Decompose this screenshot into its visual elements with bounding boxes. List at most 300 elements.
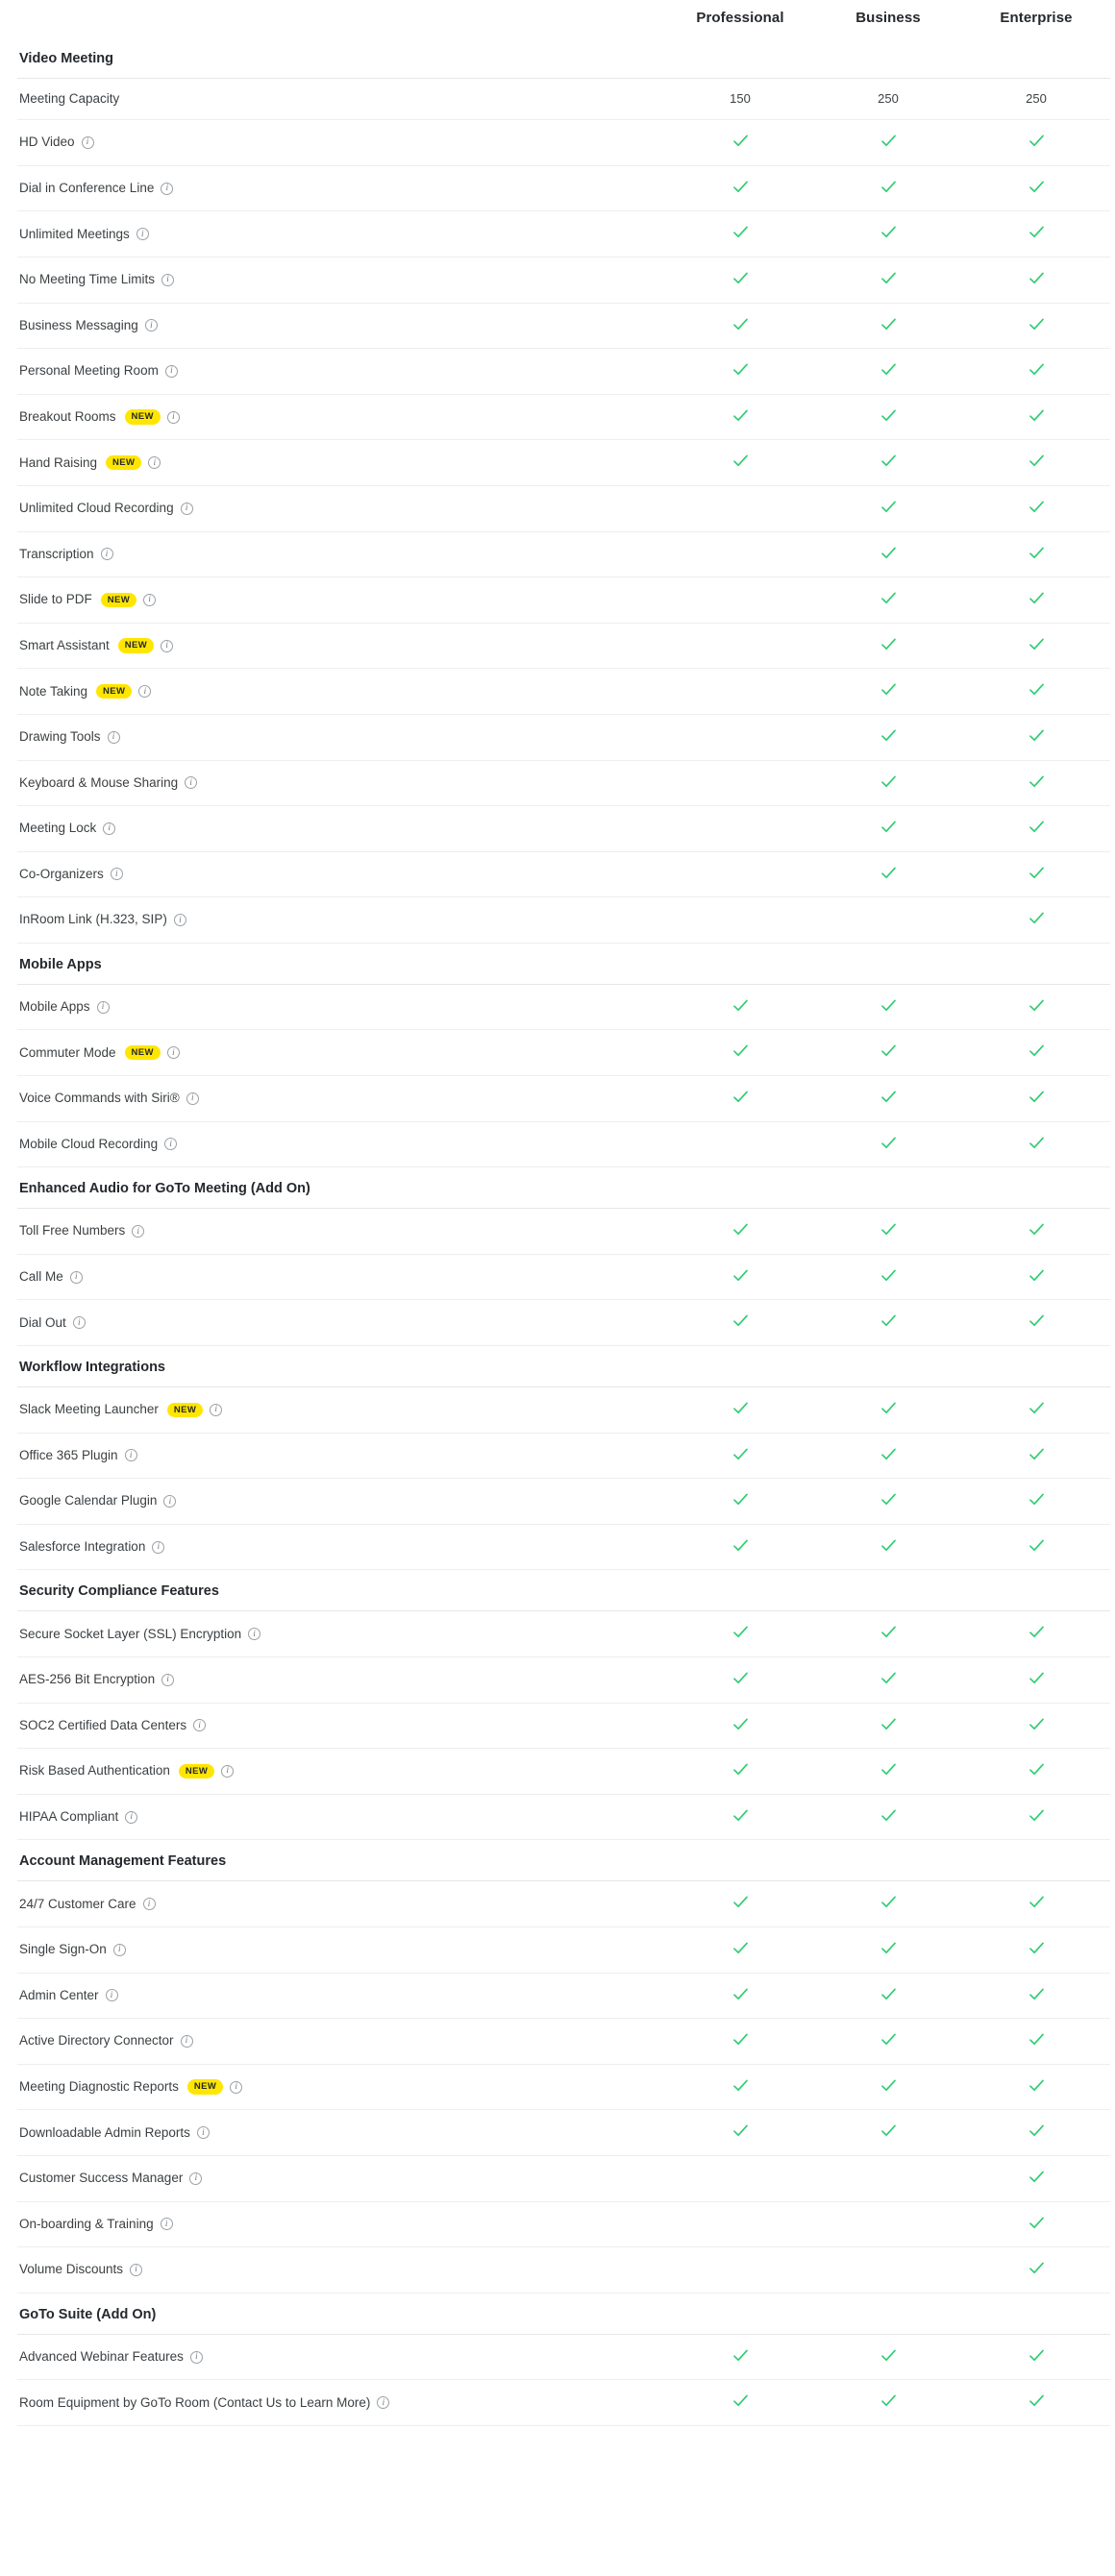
- check-icon: [1028, 819, 1045, 835]
- cell-enterprise: [962, 760, 1110, 806]
- check-icon: [880, 1670, 897, 1686]
- info-icon[interactable]: i: [152, 1541, 164, 1554]
- cell-enterprise: [962, 1254, 1110, 1300]
- check-icon: [880, 270, 897, 286]
- cell-business: [814, 714, 962, 760]
- check-icon: [1028, 590, 1045, 606]
- check-icon: [1028, 499, 1045, 515]
- feature-label-cell: [17, 2019, 666, 2065]
- info-icon[interactable]: i: [197, 2126, 210, 2139]
- info-icon[interactable]: i: [167, 411, 180, 424]
- info-icon[interactable]: i: [163, 1495, 176, 1508]
- info-icon[interactable]: i: [138, 685, 151, 698]
- feature-label-cell: [17, 897, 666, 944]
- feature-label-cell: [17, 623, 666, 669]
- feature-label: Room Equipment by GoTo Room (Contact Us to Learn More): [19, 2394, 371, 2410]
- check-icon: [732, 133, 749, 149]
- info-icon[interactable]: i: [161, 183, 173, 195]
- feature-label-cell: [17, 669, 666, 715]
- cell-enterprise: [962, 1433, 1110, 1479]
- cell-professional: [666, 1479, 814, 1525]
- cell-business: [814, 1611, 962, 1657]
- info-icon[interactable]: i: [82, 136, 94, 149]
- check-icon: [1028, 1135, 1045, 1151]
- info-icon[interactable]: i: [103, 822, 115, 835]
- feature-label: Google Calendar Plugin: [19, 1493, 158, 1509]
- info-icon[interactable]: i: [161, 640, 173, 652]
- table-row: [17, 623, 1110, 669]
- cell-business: [814, 211, 962, 258]
- section-title: Video Meeting: [17, 47, 1110, 79]
- check-icon: [732, 2347, 749, 2364]
- info-icon[interactable]: i: [210, 1404, 222, 1416]
- check-icon: [880, 681, 897, 698]
- info-icon[interactable]: i: [125, 1449, 137, 1461]
- table-row: [17, 1881, 1110, 1927]
- feature-label-cell: [17, 577, 666, 624]
- check-icon: [880, 636, 897, 652]
- check-icon: [1028, 1940, 1045, 1956]
- cell-business: [814, 120, 962, 166]
- info-icon[interactable]: i: [97, 1001, 110, 1014]
- cell-enterprise: [962, 165, 1110, 211]
- cell-enterprise: [962, 897, 1110, 944]
- feature-label: Downloadable Admin Reports: [19, 2124, 190, 2140]
- check-icon: [1028, 1894, 1045, 1910]
- feature-label: Office 365 Plugin: [19, 1447, 118, 1462]
- check-icon: [1028, 2215, 1045, 2231]
- info-icon[interactable]: i: [167, 1046, 180, 1059]
- feature-label: Meeting Lock: [19, 821, 97, 836]
- check-icon: [1028, 1446, 1045, 1462]
- check-icon: [732, 1537, 749, 1554]
- check-icon: [1028, 865, 1045, 881]
- empty-cell: [740, 637, 741, 650]
- cell-enterprise: [962, 257, 1110, 303]
- empty-cell: [888, 2170, 889, 2183]
- check-icon: [880, 1491, 897, 1508]
- cell-enterprise: [962, 806, 1110, 852]
- info-icon[interactable]: i: [377, 2396, 389, 2409]
- check-icon: [732, 1043, 749, 1059]
- check-icon: [732, 1491, 749, 1508]
- feature-label: Note Taking: [19, 683, 88, 699]
- cell-enterprise: [962, 1611, 1110, 1657]
- table-row: [17, 669, 1110, 715]
- info-icon[interactable]: i: [148, 456, 161, 469]
- cell-professional: [666, 2334, 814, 2380]
- cell-professional: [666, 394, 814, 440]
- cell-business: [814, 303, 962, 349]
- check-icon: [1028, 1221, 1045, 1238]
- feature-label-cell: [17, 760, 666, 806]
- check-icon: [732, 407, 749, 424]
- feature-label: AES-256 Bit Encryption: [19, 1672, 156, 1687]
- cell-enterprise: [962, 1076, 1110, 1122]
- info-icon[interactable]: i: [70, 1271, 83, 1284]
- table-row: [17, 79, 1110, 120]
- section-title: GoTo Suite (Add On): [17, 2293, 1110, 2334]
- feature-label-cell: [17, 2201, 666, 2247]
- cell-value: 150: [730, 91, 751, 107]
- feature-label-cell: [17, 485, 666, 531]
- table-row: [17, 1657, 1110, 1704]
- feature-label: Meeting Capacity: [19, 91, 120, 106]
- feature-label-cell: [17, 2334, 666, 2380]
- cell-business: [814, 2064, 962, 2110]
- feature-column-header: [17, 0, 666, 47]
- info-icon[interactable]: i: [193, 1719, 206, 1731]
- cell-professional: [666, 984, 814, 1030]
- feature-label: Admin Center: [19, 1987, 99, 2002]
- section-row: [17, 2293, 1110, 2334]
- check-icon: [880, 1089, 897, 1105]
- cell-business: [814, 760, 962, 806]
- feature-label-cell: [17, 851, 666, 897]
- table-row: [17, 2334, 1110, 2380]
- check-icon: [1028, 133, 1045, 149]
- info-icon[interactable]: i: [181, 2035, 193, 2048]
- empty-cell: [740, 592, 741, 605]
- check-icon: [732, 1761, 749, 1778]
- cell-business: [814, 1300, 962, 1346]
- cell-professional: [666, 806, 814, 852]
- info-icon[interactable]: i: [248, 1628, 260, 1640]
- check-icon: [1028, 2260, 1045, 2276]
- cell-business: [814, 851, 962, 897]
- cell-professional: [666, 2201, 814, 2247]
- cell-business: [814, 984, 962, 1030]
- cell-value: 250: [1026, 91, 1047, 107]
- cell-enterprise: [962, 1749, 1110, 1795]
- feature-label: Advanced Webinar Features: [19, 2348, 184, 2364]
- table-row: [17, 1387, 1110, 1434]
- cell-professional: [666, 1657, 814, 1704]
- feature-label: InRoom Link (H.323, SIP): [19, 912, 167, 927]
- cell-professional: [666, 1881, 814, 1927]
- feature-label: 24/7 Customer Care: [19, 1896, 136, 1911]
- feature-label-cell: [17, 1433, 666, 1479]
- empty-cell: [740, 2262, 741, 2275]
- feature-label-cell: [17, 79, 666, 120]
- cell-business: [814, 1749, 962, 1795]
- cell-professional: [666, 577, 814, 624]
- check-icon: [880, 499, 897, 515]
- cell-professional: [666, 1926, 814, 1973]
- cell-professional: [666, 1703, 814, 1749]
- info-icon[interactable]: i: [145, 319, 158, 331]
- feature-label: Breakout Rooms: [19, 408, 116, 424]
- table-row: [17, 440, 1110, 486]
- info-icon[interactable]: i: [161, 1674, 174, 1686]
- check-icon: [1028, 1986, 1045, 2002]
- check-icon: [732, 1624, 749, 1640]
- cell-enterprise: [962, 2019, 1110, 2065]
- check-icon: [880, 407, 897, 424]
- info-icon[interactable]: i: [73, 1316, 86, 1329]
- check-icon: [880, 1446, 897, 1462]
- cell-business: [814, 1030, 962, 1076]
- section-title: Mobile Apps: [17, 943, 1110, 984]
- cell-enterprise: [962, 485, 1110, 531]
- feature-label: Unlimited Meetings: [19, 226, 130, 241]
- feature-label-cell: [17, 806, 666, 852]
- info-icon[interactable]: i: [221, 1765, 234, 1778]
- table-row: [17, 1030, 1110, 1076]
- cell-professional: [666, 349, 814, 395]
- check-icon: [880, 179, 897, 195]
- cell-business: [814, 623, 962, 669]
- feature-label: No Meeting Time Limits: [19, 272, 156, 287]
- cell-professional: [666, 669, 814, 715]
- feature-label: Keyboard & Mouse Sharing: [19, 774, 179, 790]
- info-icon[interactable]: i: [189, 2172, 202, 2185]
- cell-business: [814, 1973, 962, 2019]
- cell-professional: [666, 714, 814, 760]
- info-icon[interactable]: i: [186, 1092, 199, 1105]
- check-icon: [1028, 2122, 1045, 2139]
- check-icon: [1028, 224, 1045, 240]
- feature-label: Dial in Conference Line: [19, 180, 155, 195]
- check-icon: [1028, 545, 1045, 561]
- feature-label-cell: [17, 440, 666, 486]
- table-row: [17, 349, 1110, 395]
- new-badge: NEW: [125, 1045, 161, 1060]
- info-icon[interactable]: i: [125, 1811, 137, 1824]
- new-badge: NEW: [167, 1403, 203, 1417]
- empty-cell: [888, 912, 889, 925]
- check-icon: [732, 1267, 749, 1284]
- feature-label: Business Messaging: [19, 317, 138, 332]
- cell-enterprise: [962, 577, 1110, 624]
- table-row: [17, 760, 1110, 806]
- feature-label: On-boarding & Training: [19, 2216, 154, 2231]
- cell-business: [814, 1794, 962, 1840]
- feature-label: Hand Raising: [19, 454, 98, 470]
- new-badge: NEW: [96, 684, 132, 699]
- section-title: Workflow Integrations: [17, 1346, 1110, 1387]
- check-icon: [732, 1313, 749, 1329]
- check-icon: [1028, 361, 1045, 378]
- feature-label-cell: [17, 349, 666, 395]
- cell-professional: [666, 623, 814, 669]
- check-icon: [880, 361, 897, 378]
- check-icon: [880, 453, 897, 469]
- feature-label-cell: [17, 531, 666, 577]
- info-icon[interactable]: i: [185, 776, 197, 789]
- empty-cell: [888, 2216, 889, 2229]
- feature-label: Slack Meeting Launcher: [19, 1402, 159, 1417]
- cell-business: [814, 2201, 962, 2247]
- cell-business: [814, 1881, 962, 1927]
- table-row: [17, 1611, 1110, 1657]
- empty-cell: [740, 2170, 741, 2183]
- section-row: [17, 1840, 1110, 1881]
- cell-enterprise: [962, 79, 1110, 120]
- table-row: [17, 531, 1110, 577]
- check-icon: [880, 1400, 897, 1416]
- table-row: [17, 2201, 1110, 2247]
- check-icon: [1028, 1807, 1045, 1824]
- cell-business: [814, 394, 962, 440]
- check-icon: [732, 2077, 749, 2094]
- cell-enterprise: [962, 2155, 1110, 2201]
- check-icon: [1028, 681, 1045, 698]
- check-icon: [1028, 2347, 1045, 2364]
- info-icon[interactable]: i: [143, 1898, 156, 1910]
- info-icon[interactable]: i: [230, 2081, 242, 2094]
- info-icon[interactable]: i: [130, 2264, 142, 2276]
- check-icon: [1028, 1491, 1045, 1508]
- cell-enterprise: [962, 623, 1110, 669]
- check-icon: [880, 1624, 897, 1640]
- check-icon: [732, 179, 749, 195]
- info-icon[interactable]: i: [111, 868, 123, 880]
- check-icon: [1028, 1313, 1045, 1329]
- check-icon: [1028, 1267, 1045, 1284]
- cell-business: [814, 257, 962, 303]
- feature-label-cell: [17, 2155, 666, 2201]
- table-row: [17, 2019, 1110, 2065]
- info-icon[interactable]: i: [165, 365, 178, 378]
- section-row: [17, 47, 1110, 79]
- table-row: [17, 1749, 1110, 1795]
- table-row: [17, 1209, 1110, 1255]
- cell-enterprise: [962, 984, 1110, 1030]
- check-icon: [1028, 316, 1045, 332]
- new-badge: NEW: [101, 593, 136, 607]
- feature-label: Single Sign-On: [19, 1942, 107, 1957]
- table-row: [17, 1703, 1110, 1749]
- cell-business: [814, 531, 962, 577]
- check-icon: [732, 1894, 749, 1910]
- cell-business: [814, 349, 962, 395]
- feature-label-cell: [17, 1926, 666, 1973]
- table-row: [17, 1524, 1110, 1570]
- check-icon: [880, 1940, 897, 1956]
- info-icon[interactable]: i: [161, 2218, 173, 2230]
- check-icon: [732, 453, 749, 469]
- table-body: [17, 47, 1110, 2425]
- feature-label: Dial Out: [19, 1314, 66, 1330]
- info-icon[interactable]: i: [108, 731, 120, 744]
- check-icon: [880, 2077, 897, 2094]
- feature-label: Call Me: [19, 1269, 63, 1285]
- info-icon[interactable]: i: [106, 1989, 118, 2001]
- feature-label-cell: [17, 303, 666, 349]
- feature-label-cell: [17, 1121, 666, 1167]
- cell-business: [814, 1926, 962, 1973]
- info-icon[interactable]: i: [132, 1225, 144, 1238]
- cell-business: [814, 440, 962, 486]
- cell-business: [814, 2334, 962, 2380]
- check-icon: [732, 1807, 749, 1824]
- feature-label: Volume Discounts: [19, 2262, 124, 2277]
- table-row: [17, 2064, 1110, 2110]
- feature-label: Unlimited Cloud Recording: [19, 501, 174, 516]
- cell-professional: [666, 760, 814, 806]
- feature-label-cell: [17, 714, 666, 760]
- new-badge: NEW: [106, 455, 141, 470]
- check-icon: [880, 1267, 897, 1284]
- feature-label-cell: [17, 1479, 666, 1525]
- check-icon: [1028, 910, 1045, 926]
- cell-enterprise: [962, 2334, 1110, 2380]
- check-icon: [1028, 636, 1045, 652]
- info-icon[interactable]: i: [174, 914, 186, 926]
- cell-enterprise: [962, 440, 1110, 486]
- check-icon: [732, 316, 749, 332]
- check-icon: [732, 1986, 749, 2002]
- cell-professional: [666, 485, 814, 531]
- empty-cell: [888, 2262, 889, 2275]
- check-icon: [1028, 1043, 1045, 1059]
- check-icon: [880, 2392, 897, 2409]
- feature-label: Meeting Diagnostic Reports: [19, 2078, 179, 2094]
- table-row: [17, 485, 1110, 531]
- info-icon[interactable]: i: [164, 1138, 177, 1150]
- empty-cell: [740, 912, 741, 925]
- check-icon: [880, 1537, 897, 1554]
- check-icon: [1028, 773, 1045, 790]
- cell-professional: [666, 1749, 814, 1795]
- feature-label-cell: [17, 2110, 666, 2156]
- cell-enterprise: [962, 349, 1110, 395]
- new-badge: NEW: [179, 1764, 214, 1779]
- cell-business: [814, 1387, 962, 1434]
- empty-cell: [740, 2216, 741, 2229]
- cell-business: [814, 1703, 962, 1749]
- table-row: [17, 806, 1110, 852]
- empty-cell: [740, 774, 741, 788]
- check-icon: [880, 1761, 897, 1778]
- cell-professional: [666, 2380, 814, 2426]
- check-icon: [1028, 1537, 1045, 1554]
- feature-label: Active Directory Connector: [19, 2033, 174, 2049]
- check-icon: [732, 270, 749, 286]
- info-icon[interactable]: i: [161, 274, 174, 286]
- cell-business: [814, 1657, 962, 1704]
- feature-label: Secure Socket Layer (SSL) Encryption: [19, 1626, 242, 1641]
- info-icon[interactable]: i: [101, 548, 113, 560]
- section-row: [17, 1346, 1110, 1387]
- info-icon[interactable]: i: [190, 2351, 203, 2364]
- info-icon[interactable]: i: [143, 594, 156, 606]
- cell-business: [814, 1254, 962, 1300]
- cell-professional: [666, 2110, 814, 2156]
- cell-enterprise: [962, 1926, 1110, 1973]
- check-icon: [880, 819, 897, 835]
- cell-business: [814, 897, 962, 944]
- feature-label: Customer Success Manager: [19, 2171, 184, 2186]
- info-icon[interactable]: i: [181, 503, 193, 515]
- empty-cell: [740, 728, 741, 742]
- check-icon: [1028, 2077, 1045, 2094]
- cell-professional: [666, 2247, 814, 2294]
- table-row: [17, 2247, 1110, 2294]
- cell-business: [814, 577, 962, 624]
- table-row: [17, 714, 1110, 760]
- check-icon: [880, 1807, 897, 1824]
- info-icon[interactable]: i: [113, 1944, 126, 1956]
- table-row: [17, 1794, 1110, 1840]
- cell-enterprise: [962, 1030, 1110, 1076]
- empty-cell: [740, 500, 741, 513]
- feature-label: Co-Organizers: [19, 866, 104, 881]
- check-icon: [1028, 179, 1045, 195]
- check-icon: [1028, 2169, 1045, 2185]
- info-icon[interactable]: i: [136, 228, 149, 240]
